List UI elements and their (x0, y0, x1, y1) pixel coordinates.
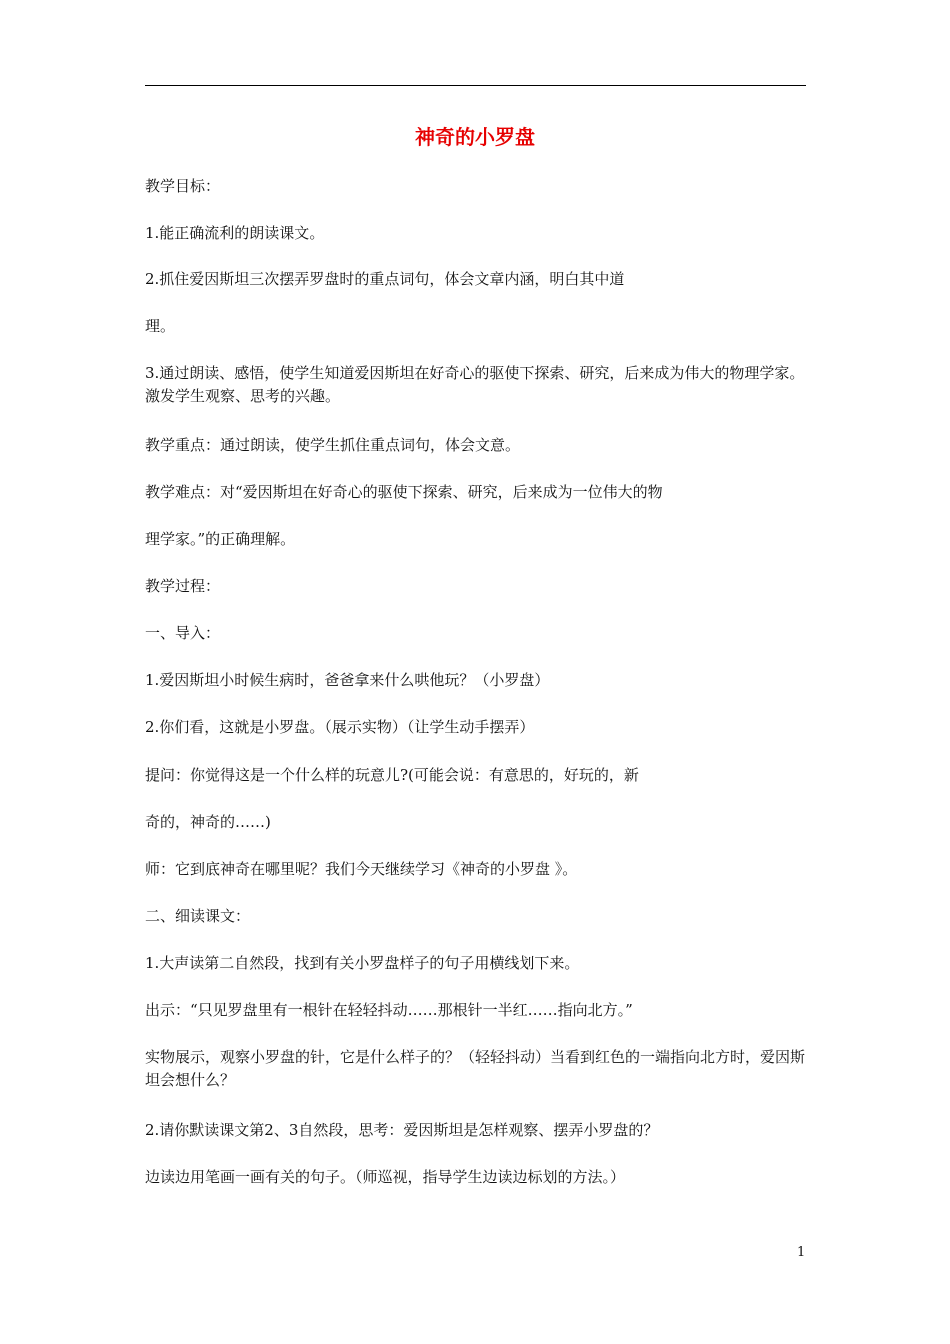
paragraph: 师：它到底神奇在哪里呢？我们今天继续学习《神奇的小罗盘 》。 (145, 860, 578, 878)
section-heading: 二、细读课文： (145, 907, 251, 925)
page-number: 1 (797, 1245, 806, 1260)
paragraph: 出示：“只见罗盘里有一根针在轻轻抖动……那根针一半红……指向北方。” (145, 1001, 633, 1019)
paragraph: 3.通过朗读、感悟，使学生知道爱因斯坦在好奇心的驱使下探索、研究，后来成为伟大的物理学家。激发学生观察、思考的兴趣。 (145, 364, 805, 405)
paragraph: 奇的，神奇的……) (145, 813, 271, 831)
paragraph-process-heading: 教学过程： (145, 577, 221, 595)
section-heading: 一、导入： (145, 624, 221, 642)
paragraph: 2.抓住爱因斯坦三次摆弄罗盘时的重点词句，体会文章内涵，明白其中道 (145, 270, 625, 288)
paragraph: 理学家。”的正确理解。 (145, 530, 296, 548)
paragraph-difficult-points: 教学难点：对“爱因斯坦在好奇心的驱使下探索、研究，后来成为一位伟大的物 (145, 483, 663, 501)
paragraph: 实物展示，观察小罗盘的针，它是什么样子的？（轻轻抖动）当看到红色的一端指向北方时，爱因斯坦会想什么？ (145, 1048, 806, 1089)
paragraph-objectives-heading: 教学目标： (145, 177, 221, 195)
paragraph: 1.大声读第二自然段，找到有关小罗盘样子的句子用横线划下来。 (145, 954, 580, 972)
paragraph: 1.爱因斯坦小时候生病时，爸爸拿来什么哄他玩？（小罗盘） (145, 671, 550, 689)
paragraph-key-points: 教学重点：通过朗读，使学生抓住重点词句，体会文意。 (145, 436, 521, 454)
paragraph: 1.能正确流利的朗读课文。 (145, 224, 325, 242)
document-title: 神奇的小罗盘 (415, 125, 535, 149)
paragraph: 边读边用笔画一画有关的句子。（师巡视，指导学生边读边标划的方法。） (145, 1168, 626, 1186)
paragraph: 理。 (145, 317, 176, 335)
paragraph: 2.请你默读课文第2、3自然段，思考：爱因斯坦是怎样观察、摆弄小罗盘的？ (145, 1121, 659, 1139)
paragraph: 提问：你觉得这是一个什么样的玩意儿?(可能会说：有意思的，好玩的，新 (145, 766, 639, 784)
header-rule (145, 85, 806, 86)
paragraph: 2.你们看，这就是小罗盘。（展示实物）（让学生动手摆弄） (145, 718, 535, 736)
